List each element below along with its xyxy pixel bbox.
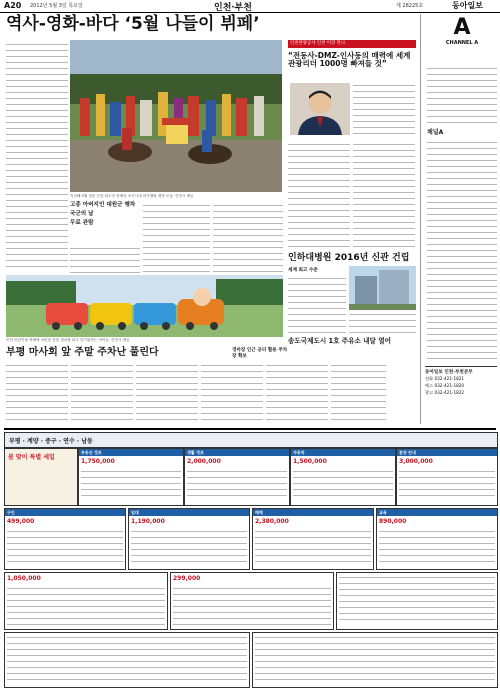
ad-header: 임대 xyxy=(129,509,249,516)
issue-date: 2012년 5월 3일 목요일 xyxy=(30,3,83,9)
page-number: A20 xyxy=(4,1,22,10)
lower-body-1 xyxy=(6,363,68,425)
ad-lines xyxy=(7,586,165,626)
sidebar xyxy=(420,14,499,424)
ad-lines xyxy=(131,529,247,563)
channel-a-icon: A xyxy=(453,15,471,40)
interviewee-photo xyxy=(290,83,350,135)
ad-lines xyxy=(255,529,371,563)
lower-body-5 xyxy=(266,363,328,425)
lead-body-text xyxy=(6,42,68,154)
ad-price: 1,190,000 xyxy=(131,518,165,525)
parade-photo-caption: 지난해 5월 열린 인천 화도진 축제의 조선시대 어가행렬 재현 모습. 인천시 제공 xyxy=(70,194,194,198)
kids-photo-caption: 인천 어린이날 축제에 마련된 동물 열차를 타고 즐거워하는 아이들. 인천시 제공 xyxy=(6,338,130,342)
contact-value: 032-421-1820 xyxy=(434,383,465,388)
newspaper-brand: 동아일보 xyxy=(452,0,483,10)
ad-promo-title: 봄 맞이 특별 세일 xyxy=(8,454,55,461)
interview-body-1 xyxy=(353,83,415,139)
lead-body-text-4 xyxy=(143,203,210,273)
channel-lines xyxy=(427,66,497,128)
ad-price: 1,750,000 xyxy=(81,458,115,465)
ad-box xyxy=(184,448,290,506)
ad-header: 생활 정보 xyxy=(185,449,289,456)
subhead-line: 국군의 날 xyxy=(70,210,94,217)
hospital-second-headline: 송도국제도시 1호 주유소 내달 열어 xyxy=(288,337,391,345)
ad-lines xyxy=(399,469,495,499)
ad-box xyxy=(252,632,498,688)
ad-lines xyxy=(255,635,495,683)
interview-body-2 xyxy=(288,142,350,248)
page-header xyxy=(0,0,500,13)
lower-headline: 부평 마사회 앞 주말 주차난 풀린다 xyxy=(6,347,159,358)
interview-headline: “전동사-DMZ-인사동의 매력에 세계 관광리더 1000명 빠져들 것” xyxy=(288,51,411,68)
channel-title: 채널A xyxy=(427,129,444,136)
section-title: 인천·부천 xyxy=(214,3,252,13)
channel-label: CHANNEL A xyxy=(445,40,479,46)
contact-label: 팩스 xyxy=(425,383,434,388)
hospital-body-1 xyxy=(288,276,346,336)
ad-price: 3,000,000 xyxy=(399,458,433,465)
ad-lines xyxy=(293,469,393,499)
hospital-body-2 xyxy=(349,312,416,336)
ad-header: 구인 xyxy=(5,509,125,516)
ad-header: 분양 안내 xyxy=(397,449,497,456)
lead-subhead xyxy=(70,203,140,243)
hospital-photo xyxy=(349,266,416,310)
ad-header: 교육 xyxy=(377,509,497,516)
interview-body-3 xyxy=(353,142,415,248)
ad-header: 매매 xyxy=(253,509,373,516)
ad-top-banner xyxy=(4,432,498,448)
ad-price: 499,000 xyxy=(7,518,35,525)
lower-body-2 xyxy=(71,363,133,425)
ad-price: 2,000,000 xyxy=(187,458,221,465)
lead-body-text-3 xyxy=(70,246,140,274)
lead-body-text-5 xyxy=(213,203,283,273)
ad-box xyxy=(170,572,334,630)
hospital-subhead: 세계 최고 수준 xyxy=(288,268,318,273)
lead-headline: 역사-영화-바다 ‘5월 나들이 뷔페’ xyxy=(6,14,260,34)
parade-photo xyxy=(70,40,282,192)
ad-lines xyxy=(339,575,495,625)
ad-header: 부동산 정보 xyxy=(79,449,183,456)
ads-area xyxy=(4,428,496,690)
subhead-line: 무료 관람 xyxy=(70,219,94,226)
ad-price: 299,000 xyxy=(173,575,201,582)
contact-row xyxy=(425,375,497,382)
ad-lines xyxy=(173,586,331,626)
contact-title: 동아일보 인천·부천본부 xyxy=(425,370,473,375)
ad-promo xyxy=(4,448,78,506)
ad-box xyxy=(290,448,396,506)
ad-box xyxy=(252,508,374,570)
contact-value: 032-421-1821 xyxy=(434,376,465,381)
contact-box xyxy=(425,366,497,423)
lower-subhead: 경마장 인근 공터 활용 주차장 확보 xyxy=(232,348,288,359)
contact-label: 광고 xyxy=(425,390,434,395)
lower-body-4 xyxy=(201,363,263,425)
ad-banner-text: 부평 · 계양 · 중구 · 연수 · 남동 xyxy=(9,438,93,445)
ad-lines xyxy=(7,529,123,563)
subhead-line: 고종 아버지인 대원군 행차 xyxy=(70,202,136,208)
ad-price: 2,380,000 xyxy=(255,518,289,525)
lead-body-text-2 xyxy=(6,156,68,268)
ad-box xyxy=(4,508,126,570)
interview-tag: 인천관광공사 인천 이장 만나 xyxy=(288,40,416,48)
ad-box xyxy=(396,448,498,506)
contact-row xyxy=(425,389,497,396)
ad-price: 890,000 xyxy=(379,518,407,525)
kids-train-photo xyxy=(6,275,283,337)
lower-body-3 xyxy=(136,363,198,425)
ad-lines xyxy=(7,635,247,683)
contact-label: 전화 xyxy=(425,376,434,381)
ad-price: 1,500,000 xyxy=(293,458,327,465)
channel-logo xyxy=(427,16,497,64)
issue-number: 제 28225호 xyxy=(396,3,424,9)
lower-body-6 xyxy=(331,363,386,425)
contact-value: 032-421-1822 xyxy=(434,390,465,395)
ad-box xyxy=(4,632,250,688)
ad-box xyxy=(376,508,498,570)
ad-lines xyxy=(187,469,287,499)
ad-box xyxy=(128,508,250,570)
hospital-headline: 인하대병원 2016년 신관 건립 xyxy=(288,253,410,263)
ad-box xyxy=(336,572,498,630)
channel-body xyxy=(427,140,497,364)
ad-header: 자동차 xyxy=(291,449,395,456)
ad-price: 1,050,000 xyxy=(7,575,41,582)
ad-box xyxy=(78,448,184,506)
ad-box xyxy=(4,572,168,630)
ad-lines xyxy=(379,529,495,563)
contact-row xyxy=(425,382,497,389)
ad-lines xyxy=(81,469,181,499)
